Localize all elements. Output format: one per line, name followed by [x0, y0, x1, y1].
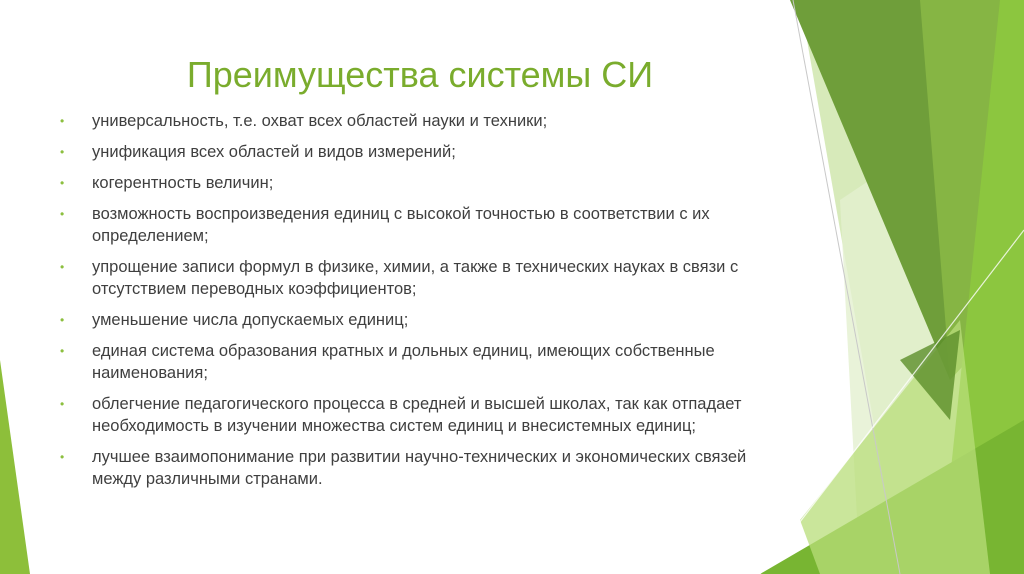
left-edge-shape [0, 360, 30, 574]
bullet-text: упрощение записи формул в физике, химии, а также в технических науках в связи с отсутствием переводных коэффициентов; [92, 258, 739, 298]
bullet-text: универсальность, т.е. охват всех областей науки и техники; [92, 112, 548, 130]
bullet-marker: • [60, 260, 65, 274]
bullet-item [60, 446, 780, 490]
bullet-text: лучшее взаимопонимание при развитии научно-технических и экономических связей между различными странами. [92, 448, 747, 488]
bullet-marker: • [60, 397, 65, 411]
bullet-text: возможность воспроизведения единиц с высокой точностью в соответствии с их определением; [92, 205, 710, 245]
bullet-text: облегчение педагогического процесса в средней и высшей школах, так как отпадает необходимость в изучении множества систем единиц и внесистемных единиц; [92, 395, 742, 435]
bullet-marker: • [60, 176, 65, 190]
bullet-text: когерентность величин; [92, 174, 274, 192]
bullet-text: унификация всех областей и видов измерений; [92, 143, 456, 161]
bullet-marker: • [60, 344, 65, 358]
bullet-list [60, 110, 780, 499]
bullet-item [60, 203, 780, 247]
bullet-marker: • [60, 313, 65, 327]
bullet-item [60, 141, 780, 163]
bullet-item [60, 309, 780, 331]
bullet-item [60, 340, 780, 384]
bullet-text: единая система образования кратных и дольных единиц, имеющих собственные наименования; [92, 342, 715, 382]
bullet-marker: • [60, 114, 65, 128]
bullet-marker: • [60, 207, 65, 221]
bullet-item [60, 110, 780, 132]
bullet-text: уменьшение числа допускаемых единиц; [92, 311, 409, 329]
slide-title: Преимущества системы СИ [186, 54, 654, 95]
bullet-item [60, 393, 780, 437]
bullet-item [60, 256, 780, 300]
bullet-marker: • [60, 450, 65, 464]
bullet-item [60, 172, 780, 194]
bullet-marker: • [60, 145, 65, 159]
